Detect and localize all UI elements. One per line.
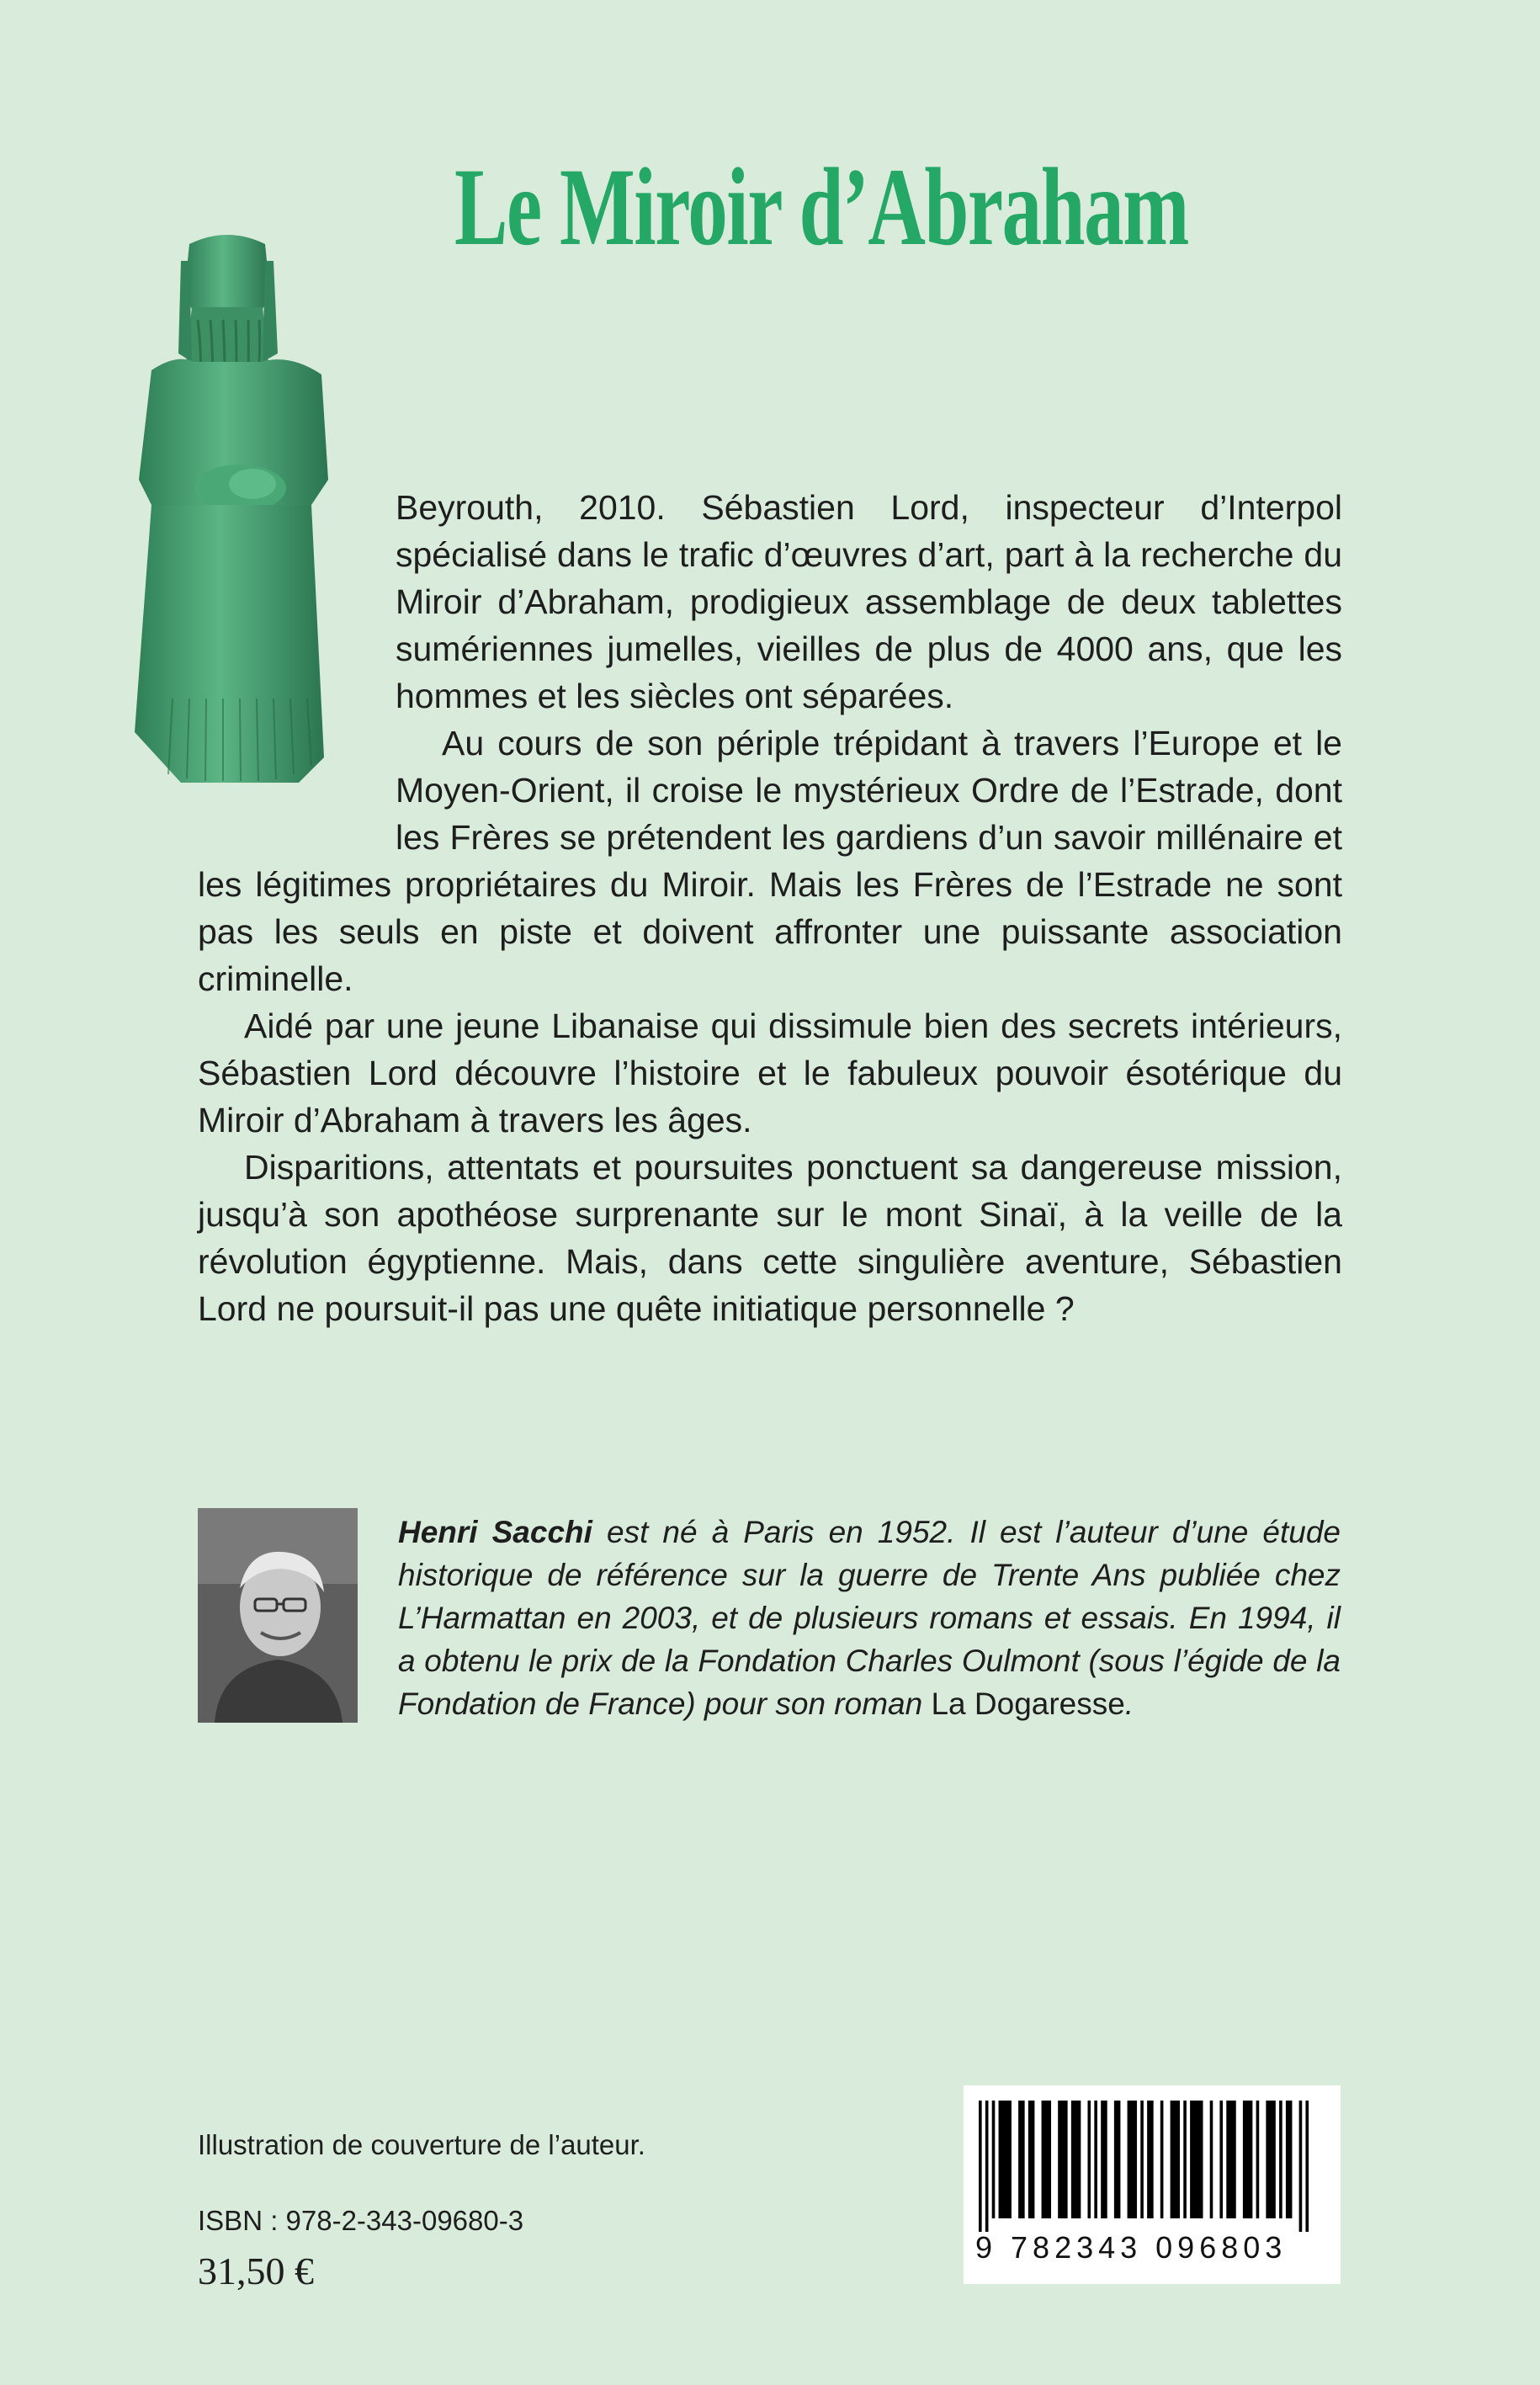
blurb-paragraph-1: Beyrouth, 2010. Sébastien Lord, inspecteur d’Interpol spécialisé dans le trafic d’œuvres d’art, part à la recherche du Miroir d’Abraham, prodigieux assemblage de deux tablettes sumériennes jumelles, vieilles de plus de 4000 ans, que les hommes et les siècles ont séparées. (396, 488, 1342, 715)
barcode-bar (1210, 2101, 1213, 2218)
barcode-bar (1140, 2101, 1144, 2218)
barcode-bar (992, 2101, 996, 2218)
price: 31,50 € (198, 2250, 314, 2292)
author-photo (198, 1508, 358, 1723)
barcode-digits: 9 782343 096803 (975, 2230, 1288, 2265)
barcode-bar (1071, 2101, 1081, 2218)
barcode-bars (979, 2101, 1325, 2232)
barcode-bar (1286, 2101, 1293, 2218)
barcode-bar (999, 2101, 1012, 2218)
author-bio-end: . (1124, 1686, 1134, 1721)
barcode-bar (1018, 2101, 1025, 2218)
barcode-bar (1058, 2101, 1067, 2218)
barcode-bar (1101, 2101, 1107, 2218)
barcode-bar (1147, 2101, 1154, 2218)
barcode-bar (1305, 2101, 1309, 2232)
barcode-bar (1256, 2101, 1260, 2218)
author-bio-text: est né à Paris en 1952. Il est l’auteur d’une étude historique de référence sur la guerre de Trente Ans publiée chez L’Harmattan en 2003, et de plusieurs romans et essais. En 1994, il a obtenu le prix de la Fondation Charles Oulmont (sous l’égide de la Fondation de France) pour son roman (398, 1515, 1341, 1721)
barcode-bar (1219, 2101, 1223, 2218)
book-title: Le Miroir d’Abraham (454, 145, 1188, 268)
barcode-bar (1042, 2101, 1051, 2218)
barcode-bar (1243, 2101, 1252, 2218)
barcode-bar (1128, 2101, 1137, 2218)
barcode-bar (979, 2101, 982, 2232)
barcode-bar (1094, 2101, 1097, 2218)
barcode-bar (1299, 2101, 1303, 2232)
barcode-bar (1266, 2101, 1275, 2218)
blurb-paragraph-2: Au cours de son périple trépidant à travers l’Europe et le Moyen-Orient, il croise le mystérieux Ordre de l’Estrade, dont les Frères se prétendent les gardiens d’un savoir millénaire et les légitimes propriétaires du Miroir. Mais les Frères de l’Estrade ne sont pas les seuls en piste et doivent affronter une puissante association criminelle. (198, 724, 1342, 998)
author-previous-book-title: La Dogaresse (931, 1686, 1125, 1721)
statue-text-wrap-spacer (198, 484, 396, 837)
barcode-bar (1114, 2101, 1121, 2218)
blurb-paragraph-3: Aidé par une jeune Libanaise qui dissimule bien des secrets intérieurs, Sébastien Lord découvre l’histoire et le fabuleux pouvoir ésotérique du Miroir d’Abraham à travers les âges. (198, 1007, 1342, 1139)
barcode-bar (1160, 2101, 1164, 2218)
barcode-bar (1183, 2101, 1187, 2218)
blurb-paragraph-4: Disparitions, attentats et poursuites ponctuent sa dangereuse mission, jusqu’à son apothéose surprenante sur le mont Sinaï, à la veille de la révolution égyptienne. Mais, dans cette singulière aventure, Sébastien Lord ne poursuit-il pas une quête initiatique personnelle ? (198, 1148, 1342, 1328)
author-bio (398, 1511, 1341, 1725)
back-cover-blurb (198, 484, 1342, 1332)
isbn: ISBN : 978-2-343-09680-3 (198, 2205, 524, 2236)
barcode-bar (1190, 2101, 1203, 2218)
barcode-bar (1028, 2101, 1035, 2218)
barcode-bar (1087, 2101, 1091, 2218)
barcode-bar (1226, 2101, 1235, 2218)
author-name: Henri Sacchi (398, 1515, 592, 1549)
barcode (964, 2085, 1341, 2284)
barcode-bar (985, 2101, 989, 2232)
barcode-bar (1171, 2101, 1180, 2218)
cover-illustration-credit: Illustration de couverture de l’auteur. (198, 2129, 645, 2160)
barcode-bar (1279, 2101, 1282, 2218)
